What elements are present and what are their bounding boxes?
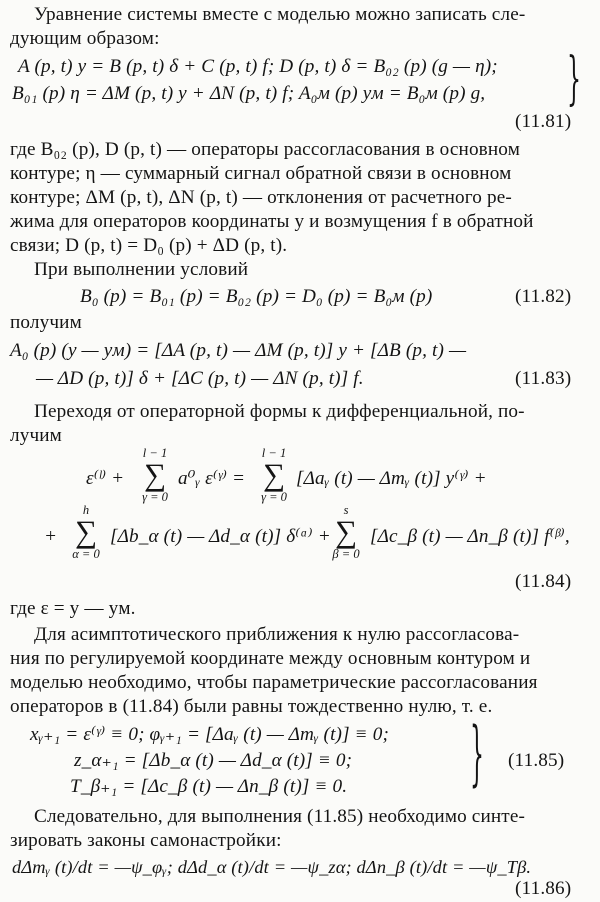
sum-sign-1 [137,446,173,504]
intro-line-1: Уравнение системы вместе с моделью можно записать сле- [34,4,526,25]
equation-11-85-line-3: T_β₊₁ = [Δc_β (t) — Δn_β (t)] ≡ 0. [70,776,348,797]
para-81-line-5: связи; D (p, t) = D₀ (p) + ΔD (p, t). [10,235,288,256]
equation-number-11-83: (11.83) [515,368,572,389]
equation-11-84-part-5: [Δb_α (t) — Δd_α (t)] δ⁽ᵅ⁾ + [110,526,331,547]
equation-11-84-part-6: [Δc_β (t) — Δn_β (t)] f⁽ᵝ⁾, [370,526,570,547]
para-diff-line-1: Переходя от операторной формы к дифференциальной, по- [34,401,525,422]
equation-number-11-85: (11.85) [508,750,565,771]
sum-sign-2 [256,446,292,504]
para-diff-line-2: лучим [10,425,62,446]
sum-3-upper: h [82,503,90,517]
equation-11-83-line-2: — ΔD (p, t)] δ + [ΔC (p, t) — ΔN (p, t)] f. [36,368,364,389]
equation-11-84-part-1: ε⁽ˡ⁾ + [86,468,125,489]
equation-11-83-line-1: A₀ (p) (y — yм) = [ΔA (p, t) — ΔM (p, t)] y + [ΔB (p, t) — [10,340,467,361]
sum-3-lower: α = 0 [72,547,100,561]
sum-4-lower: β = 0 [332,547,360,561]
para-81-line-2: контуре; η — суммарный сигнал обратной связи в основном [10,163,512,184]
equation-11-81-line-1: A (p, t) y = B (p, t) δ + C (p, t) f; D (p, t) δ = B₀₂ (p) (g — η); [18,56,498,77]
sum-1-lower: γ = 0 [142,490,168,504]
intro-line-2: дующим образом: [10,28,160,49]
right-brace: } [567,48,581,113]
para-synth-line-1: Следовательно, для выполнения (11.85) необходимо синте- [34,806,526,827]
right-brace: } [470,716,484,796]
equation-11-84-part-2: a⁰ᵧ ε⁽ᵞ⁾ = [178,468,246,489]
equation-11-86: dΔmᵧ (t)/dt = —ψ_φᵧ; dΔd_α (t)/dt = —ψ_zα; dΔn_β (t)/dt = —ψ_Tβ. [12,857,532,877]
equation-11-85-line-2: z_α₊₁ = [Δb_α (t) — Δd_α (t)] ≡ 0; [74,750,353,771]
sum-2-upper: l − 1 [261,446,287,460]
equation-11-81-line-2: B₀₁ (p) η = ΔM (p, t) y + ΔN (p, t) f; A₀м (p) yм = B₀м (p) g, [12,83,486,104]
equation-number-11-86: (11.86) [515,878,572,899]
sum-sign-3 [66,503,106,561]
para-asym-line-3: моделью необходимо, чтобы параметрические рассогласования [10,672,538,693]
para-asym-line-4: операторов в (11.84) были равны тождественно нулю, т. е. [10,696,493,717]
para-asym-line-1: Для асимптотического приближения к нулю рассогласова- [34,624,520,645]
word-get: получим [10,312,82,333]
para-synth-line-2: зировать законы самонастройки: [10,830,282,851]
sigma-icon: ∑ [74,514,98,549]
equation-number-11-81: (11.81) [515,111,572,132]
equation-11-84-part-3: [Δaᵧ (t) — Δmᵧ (t)] y⁽ᵞ⁾ + [296,468,487,489]
equation-11-84-part-4: + [44,526,58,547]
sigma-icon: ∑ [262,457,286,492]
equation-11-85-line-1: xᵧ₊₁ = ε⁽ᵞ⁾ ≡ 0; φᵧ₊₁ = [Δaᵧ (t) — Δmᵧ (t)] ≡ 0; [30,724,389,745]
epsilon-definition: где ε = y — yм. [10,598,136,619]
equation-number-11-84: (11.84) [515,571,572,592]
sum-1-upper: l − 1 [142,446,168,460]
para-81-line-4: жима для операторов координаты y и возмущения f в обратной [10,211,534,232]
para-81-line-3: контуре; ΔM (p, t), ΔN (p, t) — отклонения от расчетного ре- [10,187,512,208]
sum-4-upper: s [343,503,349,517]
para-asym-line-2: ния по регулируемой координате между основным контуром и [10,648,531,669]
sum-sign-4 [326,503,366,561]
sigma-icon: ∑ [143,457,167,492]
sum-2-lower: γ = 0 [261,490,287,504]
equation-number-11-82: (11.82) [515,286,572,307]
conditions-line: При выполнении условий [34,259,249,280]
para-81-line-1: где B₀₂ (p), D (p, t) — операторы рассогласования в основном [10,139,520,160]
sigma-icon: ∑ [334,514,358,549]
equation-11-82: B₀ (p) = B₀₁ (p) = B₀₂ (p) = D₀ (p) = B₀м (p) [80,286,433,307]
